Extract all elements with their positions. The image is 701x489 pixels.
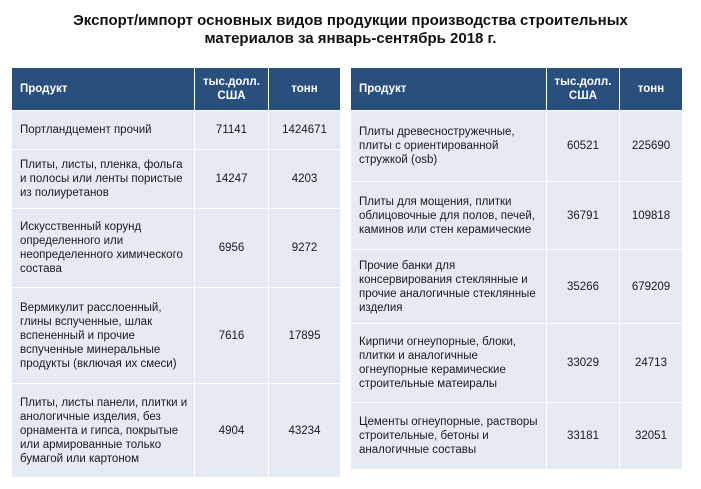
tons-cell: 43234 [269,384,341,478]
tons-cell: 24713 [620,324,683,403]
header-usd: тыс.долл. США [547,68,620,111]
product-cell: Портландцемент прочий [12,111,195,150]
usd-cell: 35266 [547,250,620,324]
product-cell: Прочие банки для консервирования стеклянные и прочие аналогичные стеклянные изделия [351,250,547,324]
usd-cell: 4904 [195,384,269,478]
product-cell: Искусственный корунд определенного или неопределенного химического состава [12,209,195,288]
usd-cell: 14247 [195,150,269,209]
header-tons: тонн [269,68,341,111]
tons-cell: 225690 [620,111,683,182]
usd-cell: 36791 [547,182,620,250]
table-row [12,150,341,209]
header-tons: тонн [620,68,683,111]
tons-cell: 1424671 [269,111,341,150]
table-row [12,384,341,478]
product-cell: Кирпичи огнеупорные, блоки, плитки и аналогичные огнеупорные керамические строительные матеиралы [351,324,547,403]
header-product: Продукт [12,68,195,111]
header-usd: тыс.долл. США [195,68,269,111]
table-header-row [12,68,341,111]
header-product: Продукт [351,68,547,111]
tons-cell: 32051 [620,403,683,470]
tons-cell: 679209 [620,250,683,324]
table-row [12,209,341,288]
table-row [351,182,683,250]
title-line-1: Экспорт/импорт основных видов продукции производства строительных [73,12,628,29]
title-line-2: материалов за январь-сентябрь 2018 г. [204,30,497,47]
tons-cell: 17895 [269,288,341,384]
product-cell: Вермикулит расслоенный, глины вспученные, шлак вспененный и прочие вспученные минеральные продукты (включая их смеси) [12,288,195,384]
usd-cell: 6956 [195,209,269,288]
product-cell: Плиты, листы, пленка, фольга и полосы или ленты пористые из полиуретанов [12,150,195,209]
export-import-table-right [350,67,683,470]
page-title [0,12,701,48]
product-cell: Плиты древесностружечные, плиты с ориентированной стружкой (osb) [351,111,547,182]
export-import-table-left [11,67,341,478]
table-header-row [351,68,683,111]
product-cell: Плиты, листы панели, плитки и анологичные изделия, без орнамента и гипса, покрытые или армированные только бумагой или картоном [12,384,195,478]
tons-cell: 9272 [269,209,341,288]
table-row [351,403,683,470]
product-cell: Плиты для мощения, плитки облицовочные для полов, печей, каминов или стен керамические [351,182,547,250]
usd-cell: 33181 [547,403,620,470]
table-row [351,111,683,182]
usd-cell: 71141 [195,111,269,150]
table-row [12,288,341,384]
product-cell: Цементы огнеупорные, растворы строительные, бетоны и аналогичные составы [351,403,547,470]
table-row [351,250,683,324]
tons-cell: 109818 [620,182,683,250]
usd-cell: 60521 [547,111,620,182]
usd-cell: 7616 [195,288,269,384]
usd-cell: 33029 [547,324,620,403]
table-row [351,324,683,403]
table-row [12,111,341,150]
tons-cell: 4203 [269,150,341,209]
